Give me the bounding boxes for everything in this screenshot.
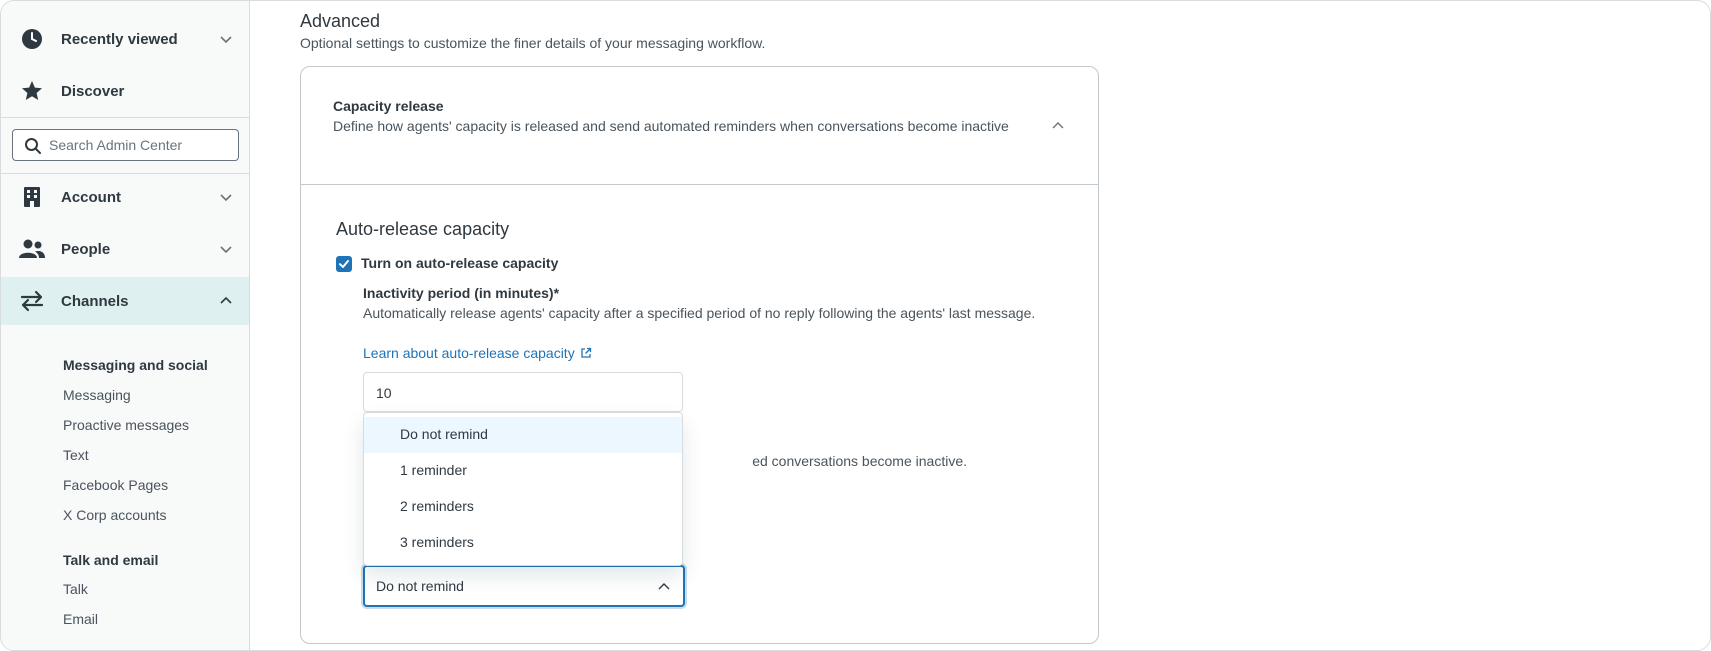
- section-title: Advanced: [300, 11, 381, 31]
- subnav-item-email[interactable]: Email: [63, 611, 99, 627]
- capacity-release-title: Capacity release: [333, 98, 444, 114]
- nav-discover[interactable]: [1, 67, 249, 115]
- learn-auto-release-link[interactable]: [363, 345, 592, 361]
- capacity-card: [300, 66, 1099, 644]
- external-link-icon: [580, 347, 592, 359]
- reminder-option-3-reminders[interactable]: [364, 525, 682, 561]
- reminder-option-do-not-remind[interactable]: [364, 417, 682, 453]
- chevron-down-icon: [219, 190, 233, 204]
- reminder-description-partial: ed conversations become inactive.: [752, 453, 967, 469]
- inactivity-period-label: Inactivity period (in minutes)*: [363, 285, 560, 301]
- auto-release-checkbox-label[interactable]: Turn on auto-release capacity: [361, 255, 559, 271]
- nav-label: Recently viewed: [61, 30, 178, 48]
- nav-account[interactable]: [1, 173, 249, 221]
- building-icon: [19, 184, 45, 210]
- auto-release-checkbox[interactable]: [336, 256, 352, 272]
- chevron-down-icon: [219, 242, 233, 256]
- option-label: 2 reminders: [400, 498, 474, 514]
- nav-label: Discover: [61, 82, 125, 100]
- section-description: Optional settings to customize the finer details of your messaging workflow.: [300, 35, 766, 51]
- capacity-release-description: Define how agents' capacity is released and send automated reminders when conversations become inactive: [333, 118, 1009, 134]
- nav-label: People: [61, 240, 111, 258]
- reminder-option-1-reminder[interactable]: [364, 453, 682, 489]
- option-label: 1 reminder: [400, 462, 467, 478]
- inactivity-period-field[interactable]: [363, 372, 683, 412]
- auto-release-title: Auto-release capacity: [336, 219, 510, 239]
- subnav-item-text[interactable]: Text: [63, 447, 89, 463]
- subnav-item-proactive-messages[interactable]: Proactive messages: [63, 417, 190, 433]
- option-label: 3 reminders: [400, 534, 474, 550]
- subnav-item-x-corp-accounts[interactable]: X Corp accounts: [63, 507, 167, 523]
- subnav-heading-messaging: Messaging and social: [63, 357, 208, 373]
- subnav-item-messaging[interactable]: Messaging: [63, 387, 131, 403]
- reminder-dropdown-menu: [363, 412, 683, 566]
- main-content: [250, 1, 1710, 651]
- nav-people[interactable]: [1, 225, 249, 273]
- clock-icon: [19, 26, 45, 52]
- reminder-option-2-reminders[interactable]: [364, 489, 682, 525]
- people-icon: [19, 236, 45, 262]
- chevron-up-icon: [657, 580, 671, 594]
- reminder-select-value: Do not remind: [376, 578, 464, 594]
- nav-label: Account: [61, 188, 121, 206]
- option-label: Do not remind: [400, 426, 488, 442]
- chevron-up-icon: [219, 294, 233, 308]
- search-icon: [24, 137, 42, 155]
- divider: [1, 117, 249, 118]
- divider: [301, 184, 1098, 185]
- collapse-chevron-up-icon[interactable]: [1051, 119, 1065, 133]
- subnav-item-talk[interactable]: Talk: [63, 581, 88, 597]
- nav-label: Channels: [61, 292, 129, 310]
- star-icon: [19, 78, 45, 104]
- checkmark-icon: [338, 258, 350, 270]
- learn-link-text: Learn about auto-release capacity: [363, 345, 575, 361]
- chevron-down-icon: [219, 32, 233, 46]
- search-box[interactable]: [12, 129, 239, 161]
- reminder-select[interactable]: [363, 565, 685, 607]
- inactivity-period-input[interactable]: [376, 383, 666, 403]
- subnav-item-facebook-pages[interactable]: Facebook Pages: [63, 477, 169, 493]
- sidebar: [1, 1, 250, 651]
- subnav-heading-talk-email: Talk and email: [63, 552, 159, 568]
- arrows-swap-icon: [19, 288, 45, 314]
- nav-recently-viewed[interactable]: [1, 15, 249, 63]
- nav-channels[interactable]: [1, 277, 249, 325]
- search-input[interactable]: [49, 135, 234, 155]
- inactivity-period-description: Automatically release agents' capacity after a specified period of no reply following the agents' last message.: [363, 305, 1036, 321]
